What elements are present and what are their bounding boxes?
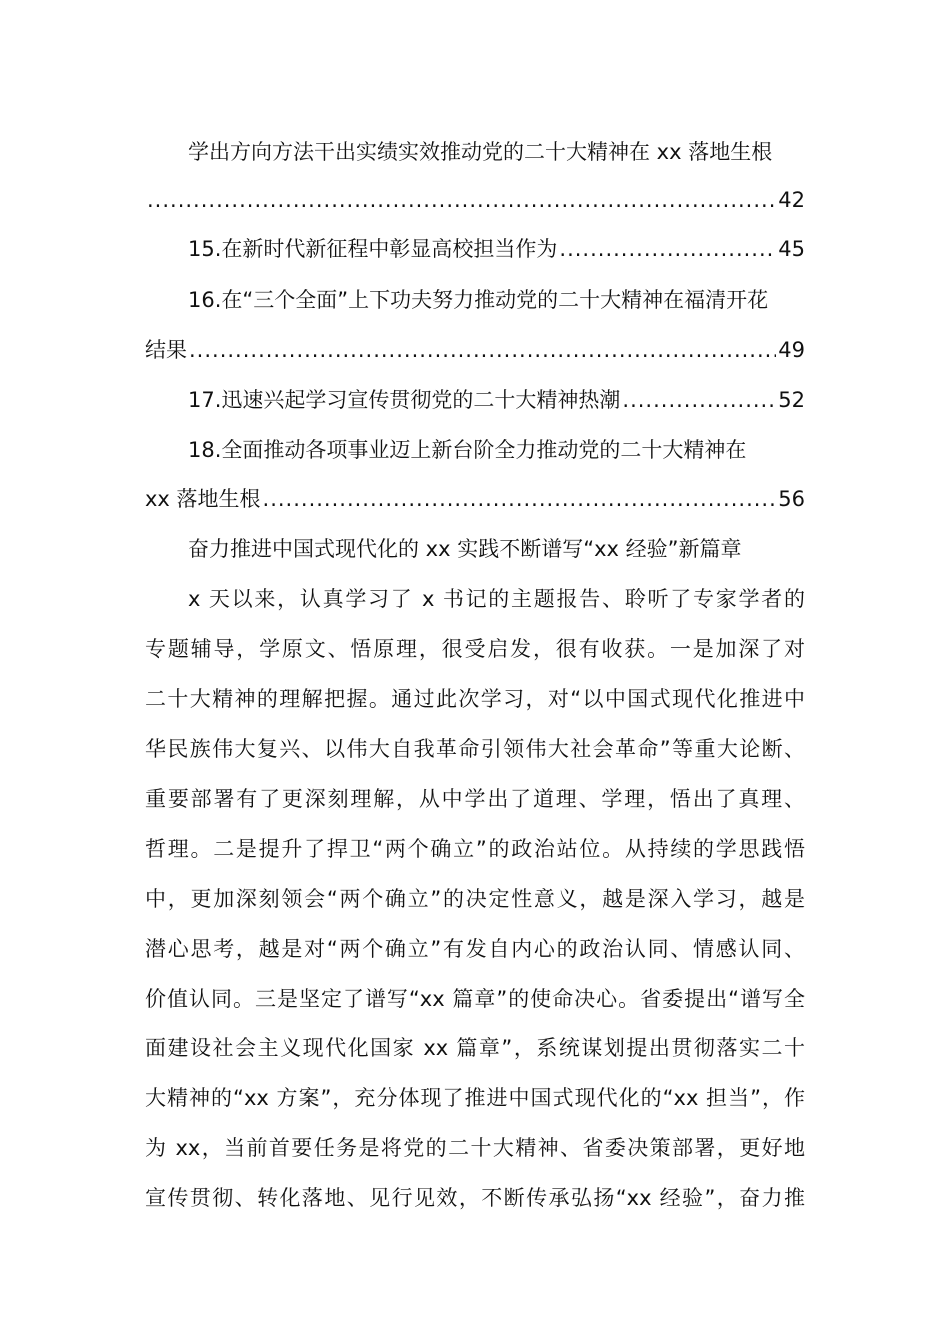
toc-page-number: 56	[778, 487, 805, 511]
toc-entry[interactable]	[188, 231, 805, 267]
toc-entry[interactable]	[145, 481, 805, 517]
body-line: 重要部署有了更深刻理解，从中学出了道理、学理，悟出了真理、	[145, 787, 805, 811]
article-title: 奋力推进中国式现代化的 xx 实践不断谱写“xx 经验”新篇章	[188, 537, 742, 561]
body-line: 华民族伟大复兴、以伟大自我革命引领伟大社会革命”等重大论断、	[145, 737, 805, 761]
toc-entry-title: 15.在新时代新征程中彰显高校担当作为	[188, 237, 558, 261]
toc-entry-title: 18.全面推动各项事业迈上新台阶全力推动党的二十大精神在	[188, 438, 747, 462]
toc-leader-dots	[189, 332, 776, 368]
body-line: 二十大精神的理解把握。通过此次学习，对“以中国式现代化推进中	[145, 687, 805, 711]
body-line: 中，更加深刻领会“两个确立”的决定性意义，越是深入学习，越是	[145, 887, 805, 911]
body-line: 潜心思考，越是对“两个确立”有发自内心的政治认同、情感认同、	[145, 937, 805, 961]
toc-page-number: 49	[778, 338, 805, 362]
toc-entry[interactable]	[188, 382, 805, 418]
body-line: 哲理。二是提升了捍卫“两个确立”的政治站位。从持续的学思践悟	[145, 837, 805, 861]
body-line: 面建设社会主义现代化国家 xx 篇章”，系统谋划提出贯彻落实二十	[145, 1036, 805, 1060]
toc-leader-dots	[622, 382, 776, 418]
body-line: 为 xx，当前首要任务是将党的二十大精神、省委决策部署，更好地	[145, 1136, 805, 1160]
body-line: x 天以来，认真学习了 x 书记的主题报告、聆听了专家学者的	[188, 587, 805, 611]
toc-leader-dots	[559, 231, 776, 267]
toc-page-number: 45	[778, 237, 805, 261]
toc-entry[interactable]	[145, 332, 805, 368]
toc-entry-title: 学出方向方法干出实绩实效推动党的二十大精神在 xx 落地生根	[188, 140, 773, 164]
toc-entry-title-cont: 结果	[145, 338, 187, 362]
toc-entry-title: 17.迅速兴起学习宣传贯彻党的二十大精神热潮	[188, 388, 621, 412]
toc-leader-dots	[147, 182, 776, 218]
toc-page-number: 52	[778, 388, 805, 412]
body-line: 大精神的“xx 方案”，充分体现了推进中国式现代化的“xx 担当”，作	[145, 1086, 805, 1110]
body-line: 价值认同。三是坚定了谱写“xx 篇章”的使命决心。省委提出“谱写全	[145, 987, 805, 1011]
toc-page-number: 42	[778, 188, 805, 212]
toc-leader-dots	[263, 481, 777, 517]
body-line: 宣传贯彻、转化落地、见行见效，不断传承弘扬“xx 经验”，奋力推	[145, 1186, 805, 1210]
toc-entry-title-cont: xx 落地生根	[145, 487, 261, 511]
toc-entry-title: 16.在“三个全面”上下功夫努力推动党的二十大精神在福清开花	[188, 288, 769, 312]
body-line: 专题辅导，学原文、悟原理，很受启发，很有收获。一是加深了对	[145, 637, 805, 661]
toc-entry[interactable]	[145, 182, 805, 218]
